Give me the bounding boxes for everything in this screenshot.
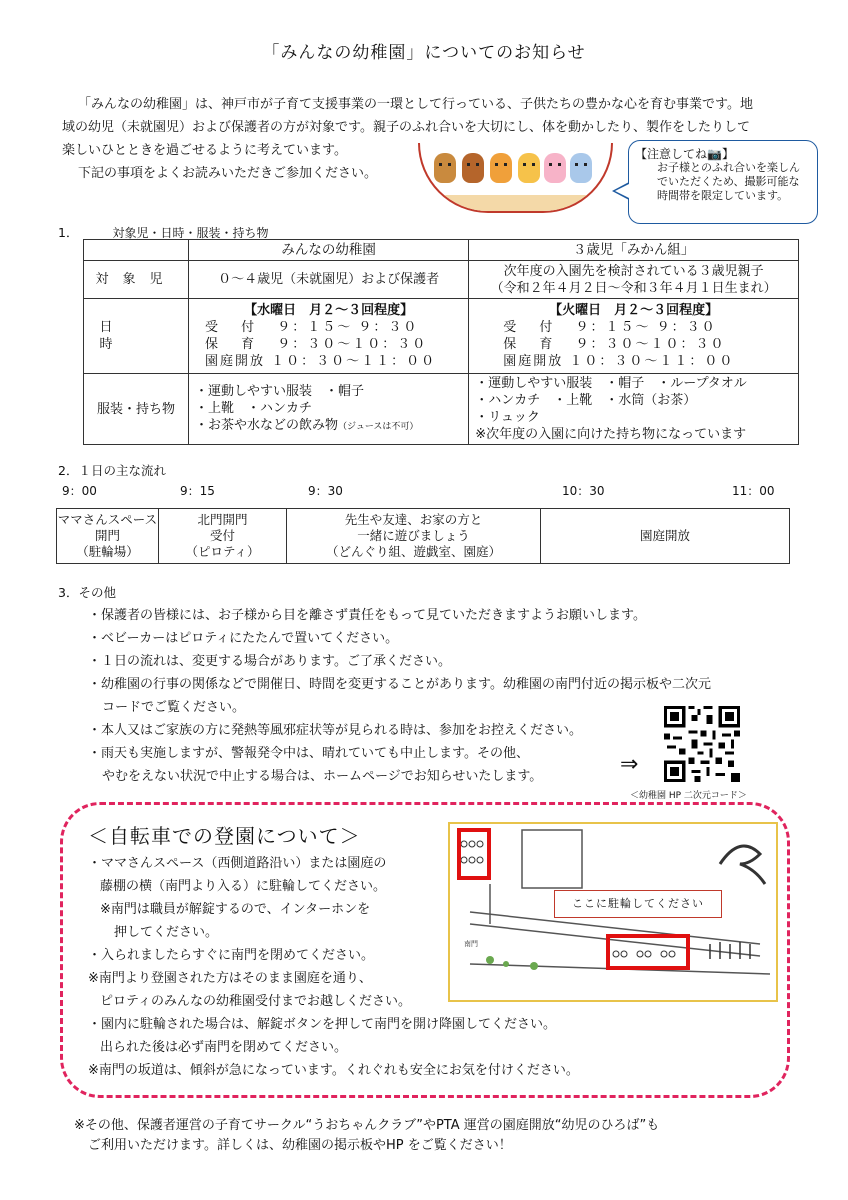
time-label: 9：15 bbox=[180, 484, 215, 498]
mouse-icon bbox=[570, 153, 592, 183]
list-item-cont: コードでご覧ください。 bbox=[102, 700, 246, 715]
cat-icon bbox=[490, 153, 512, 183]
bike-line: 藤棚の横（南門より入る）に駐輪してください。 bbox=[100, 879, 387, 894]
list-item: ・保護者の皆様には、お子様から目を離さず責任をもって見ていただきますようお願いします。 bbox=[88, 608, 646, 623]
date-col2: 【火曜日 月２〜３回程度】 受 付 ９：１５〜 ９：３０ 保 育 ９：３０〜１０：３０ 園庭開放 １０：３０〜１１：００ bbox=[469, 299, 799, 374]
squirrel-icon bbox=[434, 153, 456, 183]
bike-line: ピロティのみんなの幼稚園受付までお越しください。 bbox=[100, 994, 411, 1009]
bike-line: ・園内に駐輪された場合は、解錠ボタンを押して南門を開け降園してください。 bbox=[88, 1017, 557, 1032]
row-label-clothes: 服装・持ち物 bbox=[84, 374, 189, 445]
bicycle-section-title: ＜自転車での登園について＞ bbox=[88, 824, 361, 848]
section3-heading: 3．その他 bbox=[58, 585, 116, 600]
intro-line: 「みんなの幼稚園」は、神戸市が子育て支援事業の一環として行っている、子供たちの豊かな心を育む事業です。地 bbox=[78, 97, 753, 112]
target-col2: 次年度の入園先を検討されている３歳児親子 （令和２年４月２日〜令和３年４月１日生まれ） bbox=[469, 261, 799, 299]
qr-caption: ＜幼稚園 HP 二次元コード＞ bbox=[630, 791, 747, 801]
col-header: ３歳児「みかん組」 bbox=[469, 240, 799, 261]
page-title: 「みんなの幼稚園」についてのお知らせ bbox=[262, 43, 586, 63]
flow-cell: 園庭開放 bbox=[541, 509, 790, 564]
parking-spot-highlight bbox=[459, 830, 489, 878]
footer-line: ご利用いただけます。詳しくは、幼稚園の掲示板やHP をご覧ください！ bbox=[88, 1138, 512, 1153]
list-item: ・幼稚園の行事の関係などで開催日、時間を変更することがあります。幼稚園の南門付近の掲示板や二次元 bbox=[88, 677, 711, 692]
fox-icon bbox=[518, 153, 540, 183]
time-label: 11：00 bbox=[732, 484, 775, 498]
arrow-icon: ⇒ bbox=[620, 752, 639, 777]
note-title: 【注意してね📷】 bbox=[635, 147, 734, 161]
intro-line: 下記の事項をよくお読みいただきご参加ください。 bbox=[78, 166, 378, 181]
animals-illustration bbox=[418, 143, 613, 213]
time-label: 10：30 bbox=[562, 484, 605, 498]
target-col1: ０〜４歳児（未就園児）および保護者 bbox=[189, 261, 469, 299]
list-item: ・１日の流れは、変更する場合があります。ご了承ください。 bbox=[88, 654, 451, 669]
list-item-cont: やむをえない状況で中止する場合は、ホームページでお知らせいたします。 bbox=[102, 769, 543, 784]
daily-flow-table bbox=[56, 508, 790, 564]
section-subheading: 対象児・日時・服装・持ち物 bbox=[112, 226, 269, 240]
section2-heading: 2．１日の主な流れ bbox=[58, 463, 166, 478]
flow-cell: 先生や友達、お家の方と 一緒に遊びましょう （どんぐり組、遊戯室、園庭） bbox=[287, 509, 541, 564]
clothes-col1: ・運動しやすい服装 ・帽子 ・上靴 ・ハンカチ ・お茶や水などの飲み物（ジュースは不可） bbox=[189, 374, 469, 445]
table-corner bbox=[84, 240, 189, 261]
intro-line: 域の幼児（未就園児）および保護者の方が対象です。親子のふれ合いを大切にし、体を動かしたり、製作をしたりして bbox=[62, 120, 750, 135]
bike-line: 出られた後は必ず南門を閉めてください。 bbox=[100, 1040, 348, 1055]
rabbit-icon bbox=[544, 153, 566, 183]
footer-note bbox=[74, 1116, 794, 1156]
info-table bbox=[83, 239, 799, 445]
time-label: 9：30 bbox=[308, 484, 343, 498]
list-item: ・雨天も実施しますが、警報発令中は、晴れていても中止します。その他、 bbox=[88, 746, 529, 761]
bike-line: ※南門の坂道は、傾斜が急になっています。くれぐれも安全にお気を付けください。 bbox=[88, 1063, 579, 1078]
date-col1: 【水曜日 月２〜３回程度】 受 付 ９：１５〜 ９：３０ 保 育 ９：３０〜１０：３０ 園庭開放 １０：３０〜１１：００ bbox=[189, 299, 469, 374]
row-label-target: 対象児 bbox=[84, 261, 189, 299]
list-item: ・本人又はご家族の方に発熱等風邪症状等が見られる時は、参加をお控えください。 bbox=[88, 723, 583, 738]
map-callout: ここに駐輪してください bbox=[554, 890, 722, 918]
footer-line: ※その他、保護者運営の子育てサークル“うおちゃんクラブ”やPTA 運営の園庭開放“幼児のひろば”も bbox=[74, 1118, 660, 1133]
col-header: みんなの幼稚園 bbox=[189, 240, 469, 261]
note-tail-inner bbox=[615, 184, 629, 198]
row-label-date: 日時 bbox=[84, 299, 189, 374]
bear-icon bbox=[462, 153, 484, 183]
list-item: ・ベビーカーはピロティにたたんで置いてください。 bbox=[88, 631, 399, 646]
clothes-col2: ・運動しやすい服装 ・帽子 ・ループタオル ・ハンカチ ・上靴 ・水筒（お茶） ・リュック ※次年度の入園に向けた持ち物になっています bbox=[469, 374, 799, 445]
flow-cell: ママさんスペース 開門 （駐輪場） bbox=[57, 509, 159, 564]
bike-line: ※南門は職員が解錠するので、インターホンを bbox=[100, 902, 371, 917]
intro-line: 楽しいひとときを過ごせるように考えています。 bbox=[62, 143, 347, 158]
section-number: 1． bbox=[58, 225, 79, 240]
flow-cell: 北門開門 受付 （ピロティ） bbox=[159, 509, 287, 564]
map-gate-label: 南門 bbox=[464, 940, 478, 948]
time-label: 9：00 bbox=[62, 484, 97, 498]
bike-line: ・入られましたらすぐに南門を閉めてください。 bbox=[88, 948, 375, 963]
bike-line: 押してください。 bbox=[114, 925, 219, 940]
bike-line: ※南門より登園された方はそのまま園庭を通り、 bbox=[88, 971, 372, 986]
note-body: お子様とのふれ合いを楽しんでいただくため、撮影可能な時間帯を限定しています。 bbox=[657, 161, 800, 202]
bike-line: ・ママさんスペース（西側道路沿い）または園庭の bbox=[88, 856, 387, 871]
caution-note bbox=[628, 140, 818, 224]
qr-code-icon[interactable] bbox=[664, 706, 740, 782]
